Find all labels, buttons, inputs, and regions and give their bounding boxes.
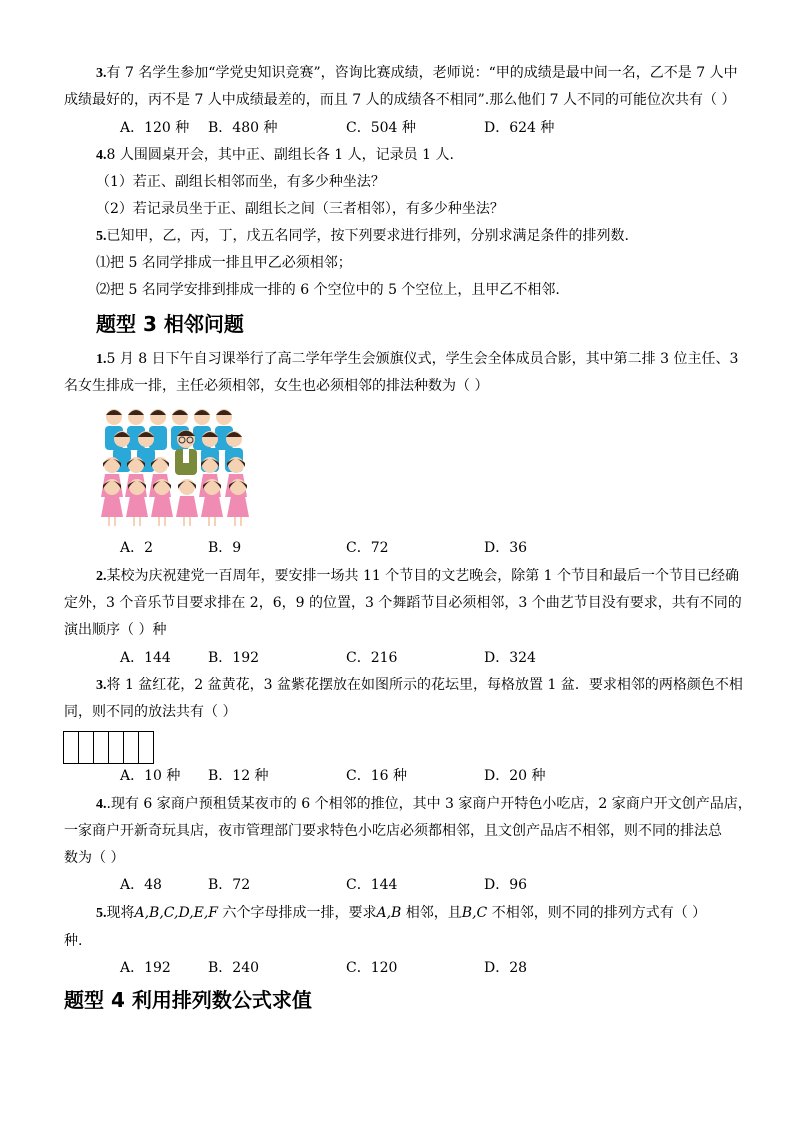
p2-line2: 定外，3 个音乐节目要求排在 2，6，9 的位置，3 个舞蹈节目必须相邻，3 个曲艺节目没有要求，共有不同的: [64, 595, 742, 611]
q5-text1: 已知甲，乙，丙，丁，戊五名同学，按下列要求进行排列，分别求满足条件的排列数.: [106, 228, 629, 244]
q4-line1: [96, 146, 454, 165]
p4-option-b: B．72: [208, 877, 251, 893]
girl-figure: [201, 479, 223, 526]
p4-option-a: A．48: [120, 877, 162, 893]
teacher-figure: [175, 430, 197, 475]
girl-figure: [126, 479, 148, 526]
p5-text-mid1: 六个字母排成一排，要求: [218, 905, 377, 921]
p5-ab: A,B: [376, 905, 402, 921]
p2-line3: 演出顺序（ ）种: [64, 622, 167, 638]
p5-option-a: A．192: [120, 960, 171, 976]
q3-text1: 有 7 名学生参加“学党史知识竞赛”，咨询比赛成绩，老师说：“甲的成绩是最中间一名，乙不是 7 人中: [106, 65, 738, 81]
p4-line3: 数为（ ）: [64, 850, 125, 866]
girl-figure: [151, 479, 173, 526]
q5-sub2: ⑵把 5 名同学安排到排成一排的 6 个空位中的 5 个空位上，且甲乙不相邻.: [96, 282, 560, 298]
q4-text1: 8 人围圆桌开会，其中正、副组长各 1 人，记录员 1 人.: [106, 147, 454, 163]
q3-option-d: D．624 种: [484, 120, 555, 136]
p1-text1: 5 月 8 日下午自习课举行了高二学年学生会颁旗仪式，学生会全体成员合影，其中第二排 3 位主任、3: [106, 351, 739, 367]
grid-cell: [79, 731, 94, 764]
p1-line2: 名女生排成一排，主任必须相邻，女生也必须相邻的排法种数为（ ）: [64, 378, 489, 394]
p2-number: 2.: [96, 569, 107, 584]
p5-text-pre: 现将: [106, 905, 135, 921]
p1-option-b: B．9: [208, 540, 242, 556]
p3-line2: 同，则不同的放法共有（ ）: [64, 704, 237, 720]
q4-sub2: （2）若记录员坐于正、副组长之间（三者相邻），有多少种坐法？: [96, 201, 504, 217]
p4-line1: [96, 795, 752, 814]
grid-cell: [94, 731, 109, 764]
flower-bed-grid: [63, 731, 154, 764]
p2-option-c: C．216: [346, 650, 398, 666]
q3-line1: [96, 64, 738, 83]
q3-option-a: A．120 种: [120, 120, 190, 136]
grid-cell: [109, 731, 124, 764]
p5-option-c: C．120: [346, 960, 398, 976]
p2-text1: 某校为庆祝建党一百周年，要安排一场共 11 个节目的文艺晚会，除第 1 个节目和最后一个节目已经确: [106, 568, 740, 584]
p1-number: 1.: [96, 352, 107, 367]
p4-option-d: D．96: [484, 877, 528, 893]
p5-option-b: B．240: [208, 960, 260, 976]
p3-options: [120, 767, 680, 785]
p3-option-b: B．12 种: [208, 768, 269, 784]
q3-line2: 成绩最好的，丙不是 7 人中成绩最差的，而且 7 人的成绩各不相同”.那么他们 7 人不同的可能位次共有（ ）: [64, 92, 736, 108]
grid-cell: [124, 731, 139, 764]
q3-options: [120, 119, 680, 137]
p3-number: 3.: [96, 678, 107, 693]
p2-option-a: A．144: [120, 650, 171, 666]
p5-option-d: D．28: [484, 960, 528, 976]
q4-sub1: （1）若正、副组长相邻而坐，有多少种坐法？: [96, 174, 385, 190]
p4-text1: .现有 6 家商户预租赁某夜市的 6 个相邻的推位，其中 3 家商户开特色小吃店，2 家商户开文创产品店，: [106, 796, 752, 812]
q3-number: 3.: [96, 66, 107, 81]
p2-line1: [96, 567, 739, 586]
q5-sub1: ⑴把 5 名同学排成一排且甲乙必须相邻；: [96, 255, 352, 271]
p1-options: [120, 539, 680, 557]
q4-number: 4.: [96, 148, 107, 163]
grid-cell: [139, 731, 154, 764]
p5-text-mid2: 相邻，且: [401, 905, 462, 921]
p1-option-c: C．72: [346, 540, 389, 556]
p3-option-a: A．10 种: [120, 768, 181, 784]
p2-options: [120, 649, 680, 667]
p2-option-d: D．324: [484, 650, 536, 666]
q5-number: 5.: [96, 229, 107, 244]
p3-line1: [96, 676, 743, 695]
p5-number: 5.: [96, 906, 107, 921]
p3-option-c: C．16 种: [346, 768, 407, 784]
p5-line1: [96, 904, 706, 923]
p1-line1: [96, 350, 738, 369]
p4-options: [120, 876, 680, 894]
p1-option-a: A．2: [120, 540, 154, 556]
p1-option-d: D．36: [484, 540, 528, 556]
p3-option-d: D．20 种: [484, 768, 546, 784]
p4-option-c: C．144: [346, 877, 398, 893]
p4-line2: 一家商户开新奇玩具店，夜市管理部门要求特色小吃店必须都相邻，且文创产品店不相邻，则不同的排法总: [64, 823, 722, 839]
q3-option-b: B．480 种: [208, 120, 278, 136]
grid-cell: [64, 731, 79, 764]
girl-figure: [227, 479, 249, 526]
section-heading-4: 题型 4 利用排列数公式求值: [64, 988, 312, 1012]
boys-row: [105, 409, 243, 475]
p3-text1: 将 1 盆红花，2 盆黄花，3 盆紫花摆放在如图所示的花坛里，每格放置 1 盆．要求相邻的两格颜色不相: [106, 677, 743, 693]
p5-options: [120, 959, 680, 977]
section-heading-3: 题型 3 相邻问题: [96, 312, 244, 336]
q3-option-c: C．504 种: [346, 120, 416, 136]
p5-text-post: 不相邻，则不同的排列方式有（ ）: [487, 905, 707, 921]
girl-figure: [176, 479, 198, 526]
q5-line1: [96, 227, 629, 246]
p5-line2: 种.: [64, 933, 83, 949]
p5-letters: A,B,C,D,E,F: [134, 905, 219, 921]
girl-figure: [101, 479, 123, 526]
p5-bc: B,C: [461, 905, 488, 921]
class-photo-illustration: [100, 405, 255, 527]
p2-option-b: B．192: [208, 650, 260, 666]
p4-number: 4.: [96, 797, 107, 812]
